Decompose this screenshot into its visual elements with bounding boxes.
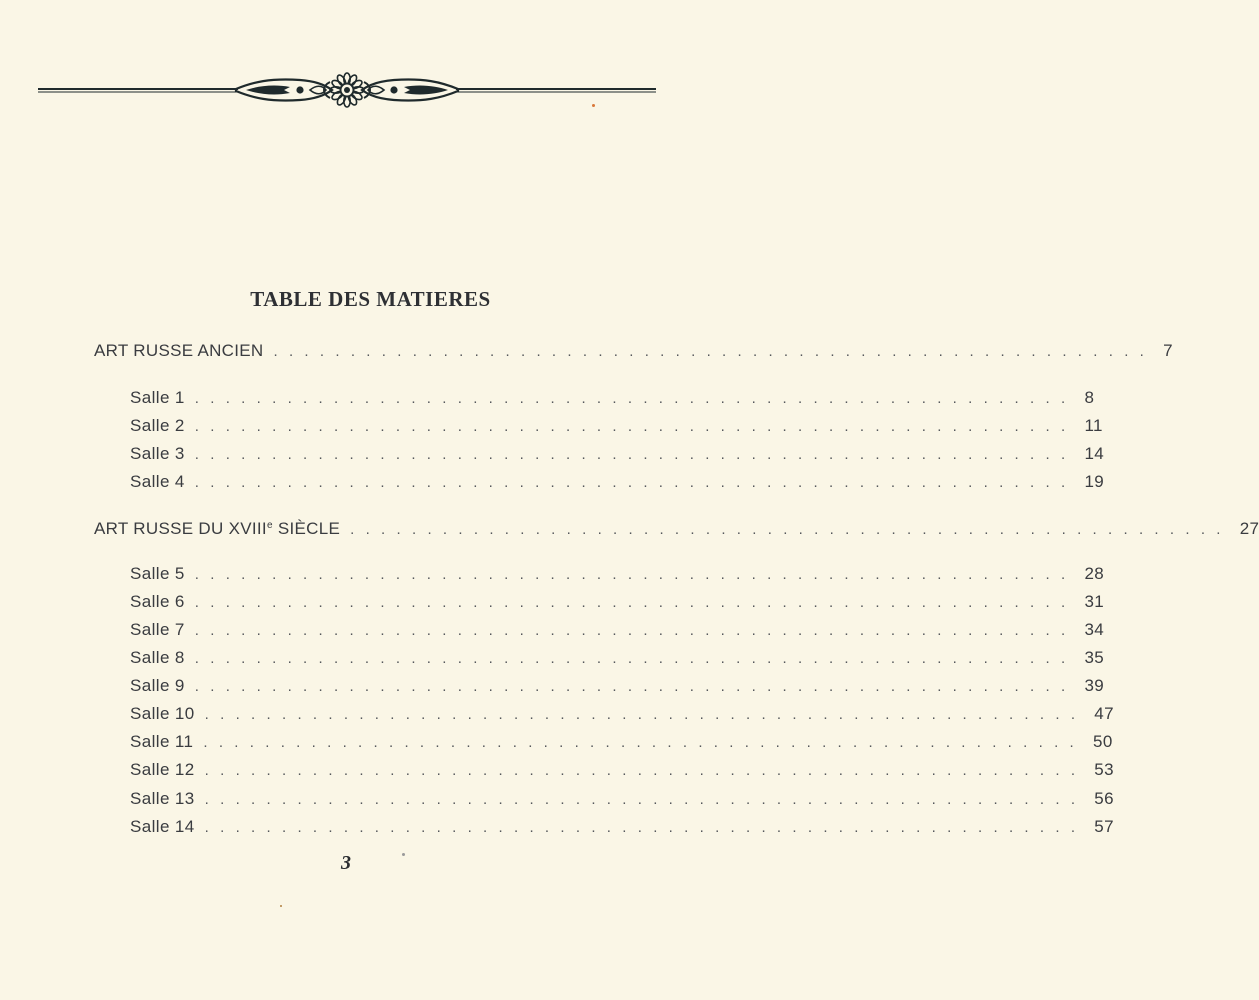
toc-section-art-russe-ancien [94,341,1173,367]
toc-entry-label: Salle 6 [130,592,185,611]
dot-leader: ......................................................... [194,678,1077,695]
toc-section-label: ART RUSSE ANCIEN [94,341,264,360]
toc-page-number: 11 [1084,416,1103,435]
toc-entry [130,760,1115,786]
superscript-e: e [266,520,273,531]
toc-entry [130,732,1113,758]
toc-entry-label: Salle 9 [130,676,185,695]
dot-leader: ......................................................... [204,706,1087,723]
ink-speck [280,905,282,907]
toc-page-number: 50 [1093,732,1113,751]
toc-entry [130,592,1105,618]
dot-leader: ......................................................... [194,594,1077,611]
toc-entry-label: Salle 2 [130,416,185,435]
dot-leader: ......................................................... [204,791,1087,808]
toc-section-label [94,519,340,539]
toc-entry [130,789,1115,815]
toc-page-number: 31 [1084,592,1105,611]
toc-page-number: 8 [1084,388,1095,407]
toc-entry-label: Salle 5 [130,564,185,583]
toc-entry-label: Salle 12 [130,760,195,779]
toc-page-number: 56 [1094,789,1115,808]
dot-leader: ......................................................... [194,622,1077,639]
toc-entry-label: Salle 13 [130,789,195,808]
toc-entry-label: Salle 3 [130,444,185,463]
dot-leader: ......................................................... [194,446,1077,463]
toc-entry [130,704,1115,730]
toc-page-number: 27 [1239,519,1259,538]
toc-entry [130,676,1105,702]
toc-page-number: 28 [1084,564,1105,583]
toc-entry-label: Salle 14 [130,817,195,836]
toc-entry [130,648,1105,674]
toc-page-number: 53 [1094,760,1115,779]
dot-leader: ......................................................... [194,650,1077,667]
toc-entry-label: Salle 4 [130,472,185,491]
toc-page-number: 14 [1084,444,1105,463]
flower-scroll-ornament-icon [38,70,656,112]
dot-leader: ......................................................... [203,734,1086,751]
toc-entry [130,416,1103,442]
toc-page-number: 19 [1084,472,1105,491]
toc-page-number: 57 [1094,817,1115,836]
dot-leader: ......................................................... [194,474,1077,491]
toc-entry-label: Salle 8 [130,648,185,667]
toc-section-label-tail: SIÈCLE [272,519,341,538]
toc-page-number: 7 [1163,341,1173,360]
page-title: TABLE DES MATIERES [250,287,491,311]
toc-entry-label: Salle 1 [130,388,185,407]
toc-entry [130,817,1115,843]
toc-entry-label: Salle 10 [130,704,195,723]
dot-leader: ......................................................... [194,390,1077,407]
toc-entry [130,388,1095,414]
dot-leader: ......................................................... [194,418,1077,435]
dot-leader: ......................................................... [350,521,1232,538]
dot-leader: ......................................................... [204,762,1087,779]
toc-section-art-russe-xviii [94,519,1259,545]
toc-entry-label: Salle 11 [130,732,194,751]
toc-entry [130,472,1105,498]
toc-entry [130,564,1105,590]
dot-leader: ......................................................... [273,343,1156,360]
toc-entry-label: Salle 7 [130,620,185,639]
toc-section-label-main: ART RUSSE DU XVIII [94,519,267,538]
toc-entry [130,444,1105,470]
toc-page-number: 35 [1084,648,1105,667]
page-number: 3 [341,852,351,874]
dot-leader: ......................................................... [204,819,1087,836]
ink-speck [592,104,595,107]
toc-page-number: 34 [1084,620,1105,639]
toc-page-number: 39 [1084,676,1105,695]
toc-entry [130,620,1105,646]
dot-leader: ......................................................... [194,566,1077,583]
toc-page-number: 47 [1094,704,1115,723]
